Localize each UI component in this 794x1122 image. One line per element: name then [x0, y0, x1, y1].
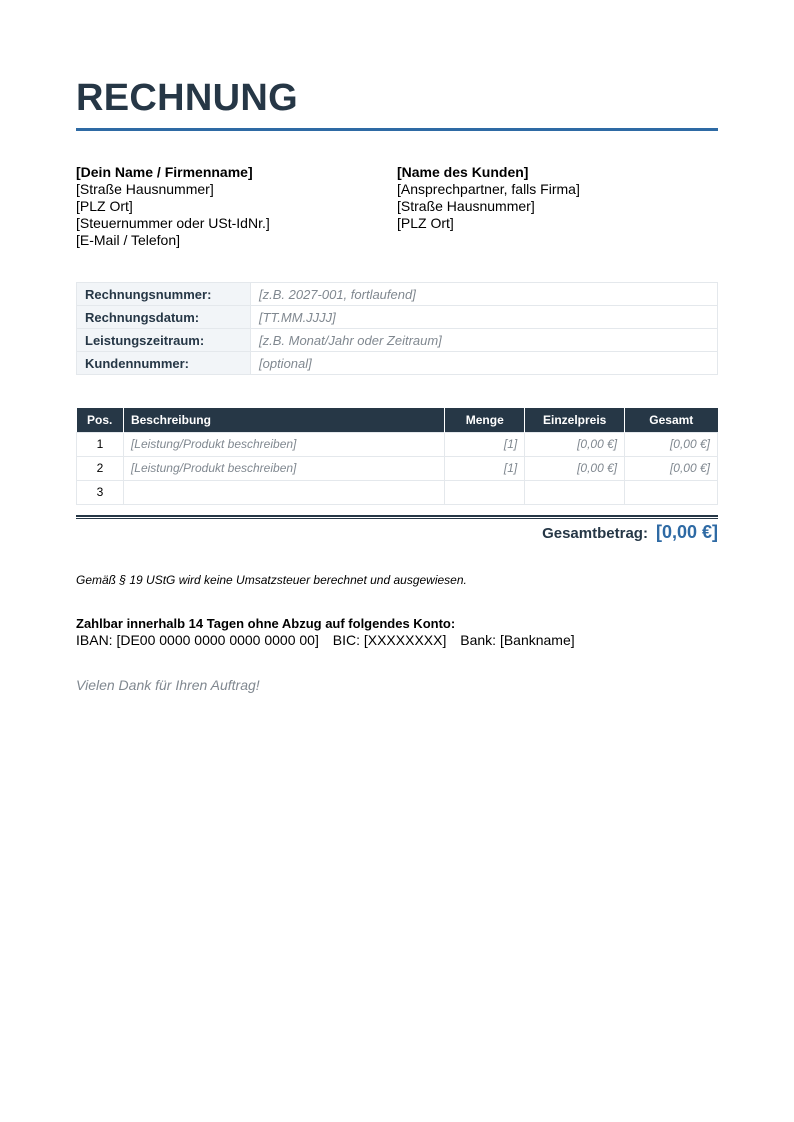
column-header-unit-price: Einzelpreis	[525, 408, 625, 432]
cell-quantity	[445, 480, 525, 504]
customer-line: [PLZ Ort]	[397, 215, 454, 231]
invoice-title: RECHNUNG	[76, 77, 298, 119]
meta-row	[77, 352, 718, 375]
table-row	[77, 456, 718, 480]
column-header-total: Gesamt	[625, 408, 718, 432]
column-header-quantity: Menge	[445, 408, 525, 432]
meta-label: Rechnungsdatum:	[77, 306, 251, 329]
table-row	[77, 480, 718, 504]
cell-unit-price: [0,00 €]	[525, 432, 625, 456]
customer-address	[397, 164, 580, 232]
cell-description: [Leistung/Produkt beschreiben]	[123, 456, 444, 480]
customer-line: [Straße Hausnummer]	[397, 198, 535, 214]
cell-unit-price	[525, 480, 625, 504]
cell-description	[123, 480, 444, 504]
cell-description: [Leistung/Produkt beschreiben]	[123, 432, 444, 456]
sender-address	[76, 164, 270, 249]
title-divider	[76, 128, 718, 131]
cell-pos: 3	[77, 480, 124, 504]
meta-row	[77, 306, 718, 329]
meta-label: Kundennummer:	[77, 352, 251, 375]
cell-quantity: [1]	[445, 432, 525, 456]
table-header-row	[77, 408, 718, 432]
sender-line: [Steuernummer oder USt-IdNr.]	[76, 215, 270, 231]
meta-label: Leistungszeitraum:	[77, 329, 251, 352]
meta-value: [z.B. Monat/Jahr oder Zeitraum]	[251, 329, 718, 352]
sender-name: [Dein Name / Firmenname]	[76, 164, 253, 180]
thank-you-note: Vielen Dank für Ihren Auftrag!	[76, 677, 260, 693]
meta-row	[77, 329, 718, 352]
meta-label: Rechnungsnummer:	[77, 283, 251, 306]
invoice-meta-table	[76, 282, 718, 375]
tax-note: Gemäß § 19 UStG wird keine Umsatzsteuer berechnet und ausgewiesen.	[76, 573, 467, 587]
customer-line: [Ansprechpartner, falls Firma]	[397, 181, 580, 197]
column-header-pos: Pos.	[77, 408, 124, 432]
sender-line: [E-Mail / Telefon]	[76, 232, 181, 248]
sender-line: [PLZ Ort]	[76, 198, 133, 214]
customer-name: [Name des Kunden]	[397, 164, 529, 180]
payment-heading: Zahlbar innerhalb 14 Tagen ohne Abzug auf folgendes Konto:	[76, 616, 456, 631]
bic: BIC: [XXXXXXXX]	[332, 632, 447, 648]
line-items-table	[76, 408, 718, 505]
iban: IBAN: [DE00 0000 0000 0000 0000 00]	[76, 632, 319, 648]
cell-total: [0,00 €]	[625, 456, 718, 480]
grand-total-label: Gesamtbetrag:	[542, 525, 648, 542]
cell-pos: 2	[77, 456, 124, 480]
cell-quantity: [1]	[445, 456, 525, 480]
cell-total: [0,00 €]	[625, 432, 718, 456]
cell-total	[625, 480, 718, 504]
payment-info	[76, 615, 585, 649]
table-row	[77, 432, 718, 456]
cell-unit-price: [0,00 €]	[525, 456, 625, 480]
meta-value: [TT.MM.JJJJ]	[251, 306, 718, 329]
cell-pos: 1	[77, 432, 124, 456]
grand-total	[542, 522, 718, 543]
bank-name: Bank: [Bankname]	[460, 632, 575, 648]
column-header-description: Beschreibung	[123, 408, 444, 432]
total-divider	[76, 515, 718, 519]
meta-value: [optional]	[251, 352, 718, 375]
meta-value: [z.B. 2027-001, fortlaufend]	[251, 283, 718, 306]
meta-row	[77, 283, 718, 306]
sender-line: [Straße Hausnummer]	[76, 181, 214, 197]
bank-details	[76, 632, 585, 649]
grand-total-amount: [0,00 €]	[655, 522, 718, 542]
